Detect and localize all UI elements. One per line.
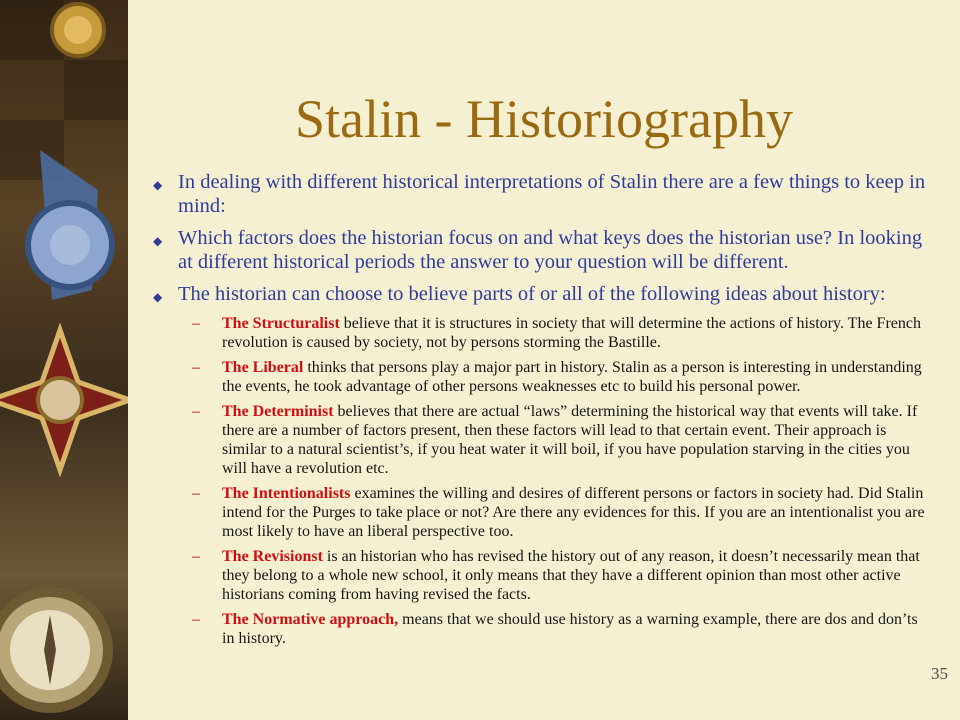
bullet-item [128,170,928,218]
term-description: is an historian who has revised the history out of any reason, it doesn’t necessarily mean that they belong to a whole new school, it only means that they have a different opinion than most other active historians coming from having revised the facts. [222,548,920,603]
bullet-list [128,170,928,656]
term-description: believes that there are actual “laws” determining the historical way that events will take. If there are a number of factors present, then these factors will lead to that certain event. Their approach is similar to a natural scientist’s, if you heat water it will boil, if you have population starving in the cities you will have a revolution etc. [222,403,918,477]
dash-bullet-icon: – [192,548,200,565]
dash-bullet-icon: – [192,611,200,628]
term-description: believe that it is structures in society that will determine the actions of history. The French revolution is caused by society, not by persons storming the Bastille. [222,315,921,351]
dash-bullet-icon: – [192,403,200,420]
list-item-intentionalists [178,484,928,541]
term-label: The Structuralist [222,315,340,332]
term-description: examines the willing and desires of different persons or factors in society had. Did Stalin intend for the Purges to take place or not? Are there any evidences for this. If you are an intentionalist you are most likely to have an liberal perspective too. [222,485,925,540]
diamond-bullet-icon: ◆ [153,234,163,248]
diamond-bullet-icon: ◆ [153,290,163,304]
dash-bullet-icon: – [192,315,200,332]
list-item-normative [178,610,928,648]
slide-number: 35 [931,664,948,683]
medal-compass-illustration [0,0,128,720]
bullet-item [128,282,928,648]
historian-types-list [178,314,928,648]
bullet-item [128,226,928,274]
sidebar-decorative-image [0,0,128,720]
dash-bullet-icon: – [192,359,200,376]
bullet-text: In dealing with different historical interpretations of Stalin there are a few things to keep in mind: [178,171,926,217]
diamond-bullet-icon: ◆ [153,178,163,192]
term-label: The Liberal [222,359,304,376]
bullet-text: The historian can choose to believe parts of or all of the following ideas about history: [178,283,886,305]
list-item-structuralist [178,314,928,352]
bullet-text: Which factors does the historian focus on and what keys does the historian use? In looking at different historical periods the answer to your question will be different. [178,227,923,273]
term-label: The Revisionst [222,548,323,565]
term-label: The Normative approach, [222,611,399,628]
term-label: The Intentionalists [222,485,351,502]
term-label: The Determinist [222,403,334,420]
list-item-revisionist [178,547,928,604]
term-description: thinks that persons play a major part in history. Stalin as a person is interesting in understanding the events, he took advantage of other persons weaknesses etc to build his personal power. [222,359,922,395]
term-description: means that we should use history as a warning example, there are dos and don’ts in history. [222,611,918,647]
list-item-liberal [178,358,928,396]
dash-bullet-icon: – [192,485,200,502]
slide-title: Stalin - Historiography [295,89,793,149]
slide-content [128,0,960,720]
list-item-determinist [178,402,928,478]
